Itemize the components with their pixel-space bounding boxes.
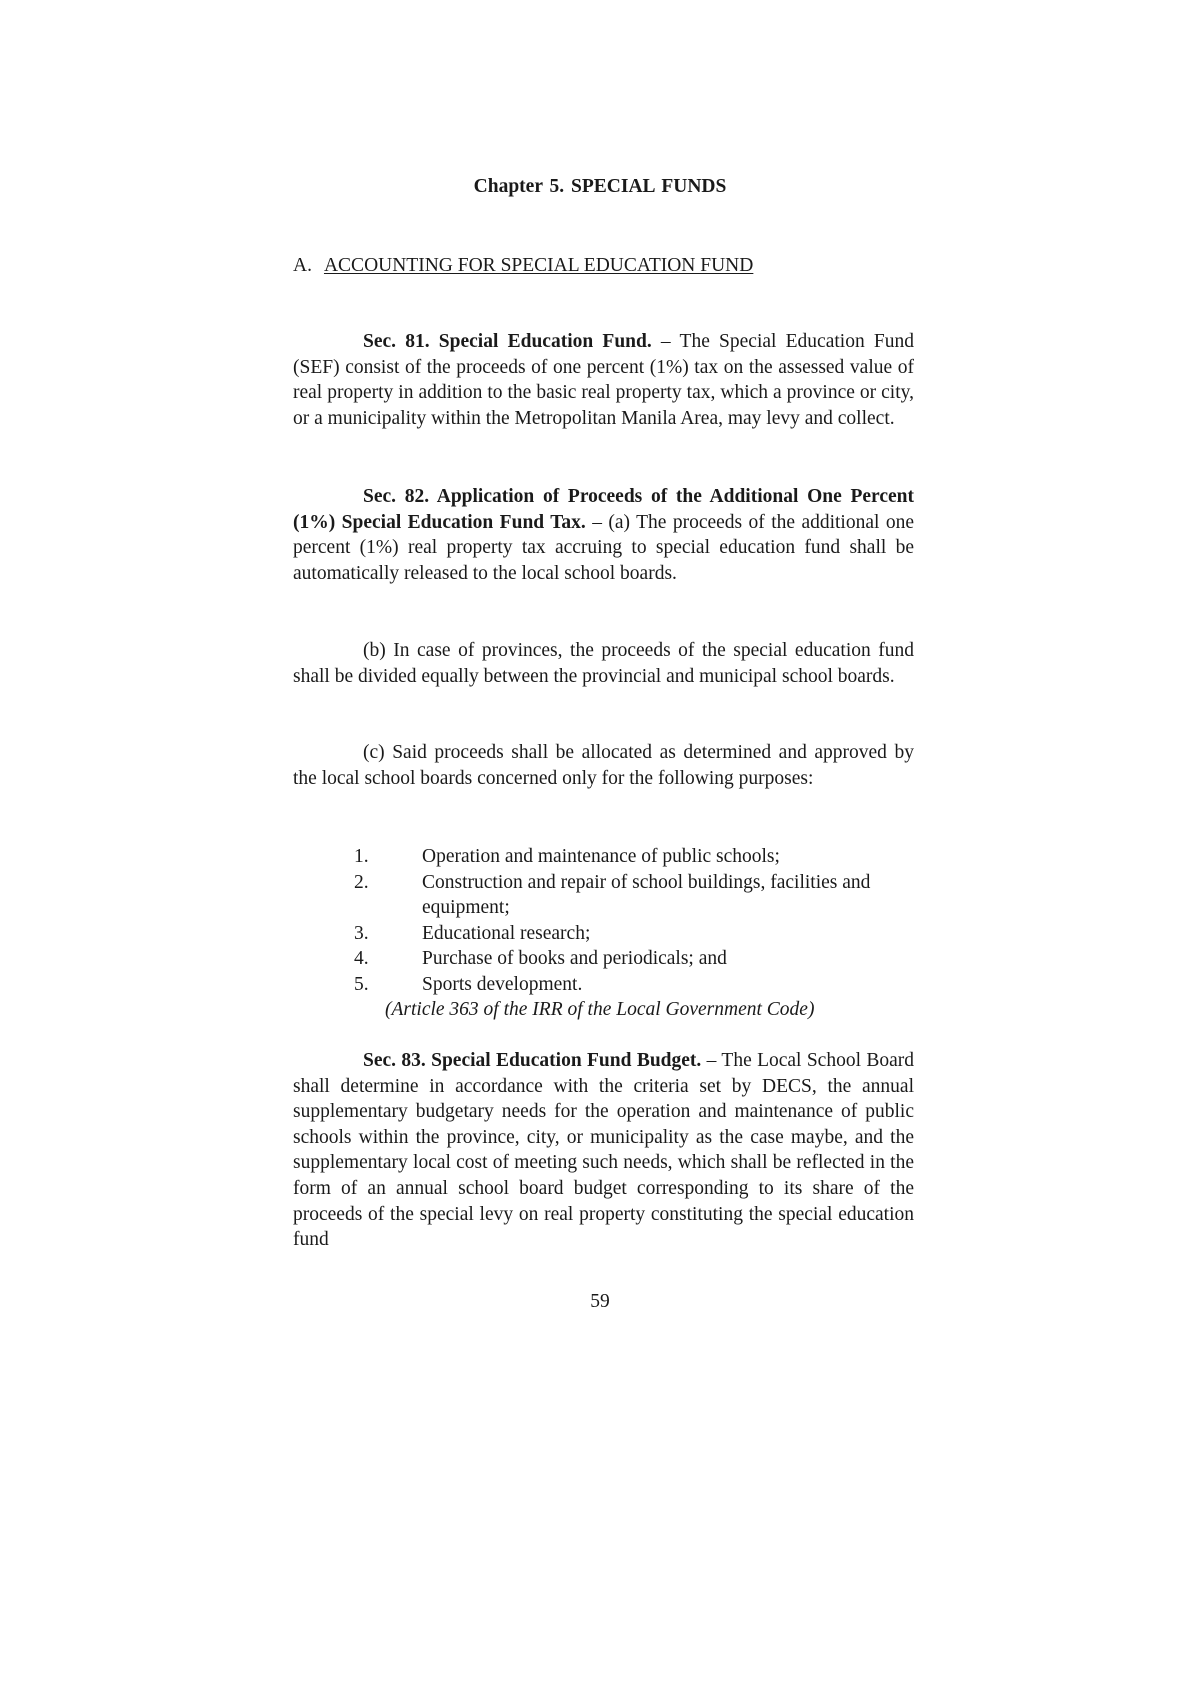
chapter-title: Chapter 5. SPECIAL FUNDS [473, 176, 727, 197]
list-item-number: 3. [354, 922, 369, 944]
list-item [354, 870, 874, 921]
section-82-lead: Sec. 82. Application of Proceeds of the Additional One Percent (1%) Special Education Fund Tax. [293, 486, 914, 533]
section-83 [293, 1048, 914, 1253]
section-81-lead: Sec. 81. Special Education Fund. [363, 331, 652, 352]
page-number: 59 [590, 1291, 610, 1312]
section-81 [293, 329, 914, 431]
list-item [354, 921, 874, 947]
section-82-body: – (a) The proceeds of the additional one percent (1%) real property tax accruing to special education fund shall be automatically released to the local school boards. [293, 511, 914, 584]
list-item [354, 844, 874, 870]
section-heading [293, 253, 753, 279]
section-81-body: – The Special Education Fund (SEF) consist of the proceeds of one percent (1%) tax on the assessed value of real property in addition to the basic real property tax, which a province or city, or a municipality within the Metropolitan Manila Area, may levy and collect. [293, 331, 915, 429]
list-item [354, 946, 874, 972]
list-item-text: Purchase of books and periodicals; and [422, 948, 727, 970]
section-82-paragraph-a [293, 484, 914, 586]
section-83-body: – The Local School Board shall determine in accordance with the criteria set by DECS, the annual supplementary budgetary needs for the operation and maintenance of public schools within the province, city, or municipality as the case maybe, and the supplementary local cost of meeting such needs, which shall be reflected in the form of an annual school board budget corresponding to its share of the proceeds of the special levy on real property constituting the special education fund [293, 1050, 914, 1251]
list-item-number: 1. [354, 846, 369, 867]
section-82-paragraph-c-wrap [293, 740, 914, 791]
section-81-paragraph [293, 329, 914, 431]
section-82-paragraph-b: (b) In case of provinces, the proceeds of the special education fund shall be divided equally between the provincial and municipal school boards. [293, 640, 914, 687]
list-item-text: Educational research; [422, 922, 591, 944]
section-83-paragraph [293, 1048, 914, 1253]
citation: (Article 363 of the IRR of the Local Government Code) [385, 999, 815, 1020]
section-82-paragraph-c: (c) Said proceeds shall be allocated as determined and approved by the local school boards concerned only for the following purposes: [293, 742, 914, 789]
list-item-number: 2. [354, 871, 369, 893]
list-item-number: 5. [354, 973, 369, 995]
list-item-text: Operation and maintenance of public schools; [422, 846, 780, 867]
list-item [354, 972, 874, 998]
list-item-number: 4. [354, 948, 369, 970]
list-item-text: Sports development. [422, 973, 583, 995]
section-title: ACCOUNTING FOR SPECIAL EDUCATION FUND [323, 255, 754, 276]
section-letter: A. [293, 255, 312, 276]
list-item-text: Construction and repair of school buildings, facilities and equipment; [422, 871, 871, 919]
section-82 [293, 484, 914, 586]
purposes-list [354, 844, 874, 998]
section-82-paragraph-b-wrap [293, 638, 914, 689]
section-83-lead: Sec. 83. Special Education Fund Budget. [363, 1050, 702, 1071]
